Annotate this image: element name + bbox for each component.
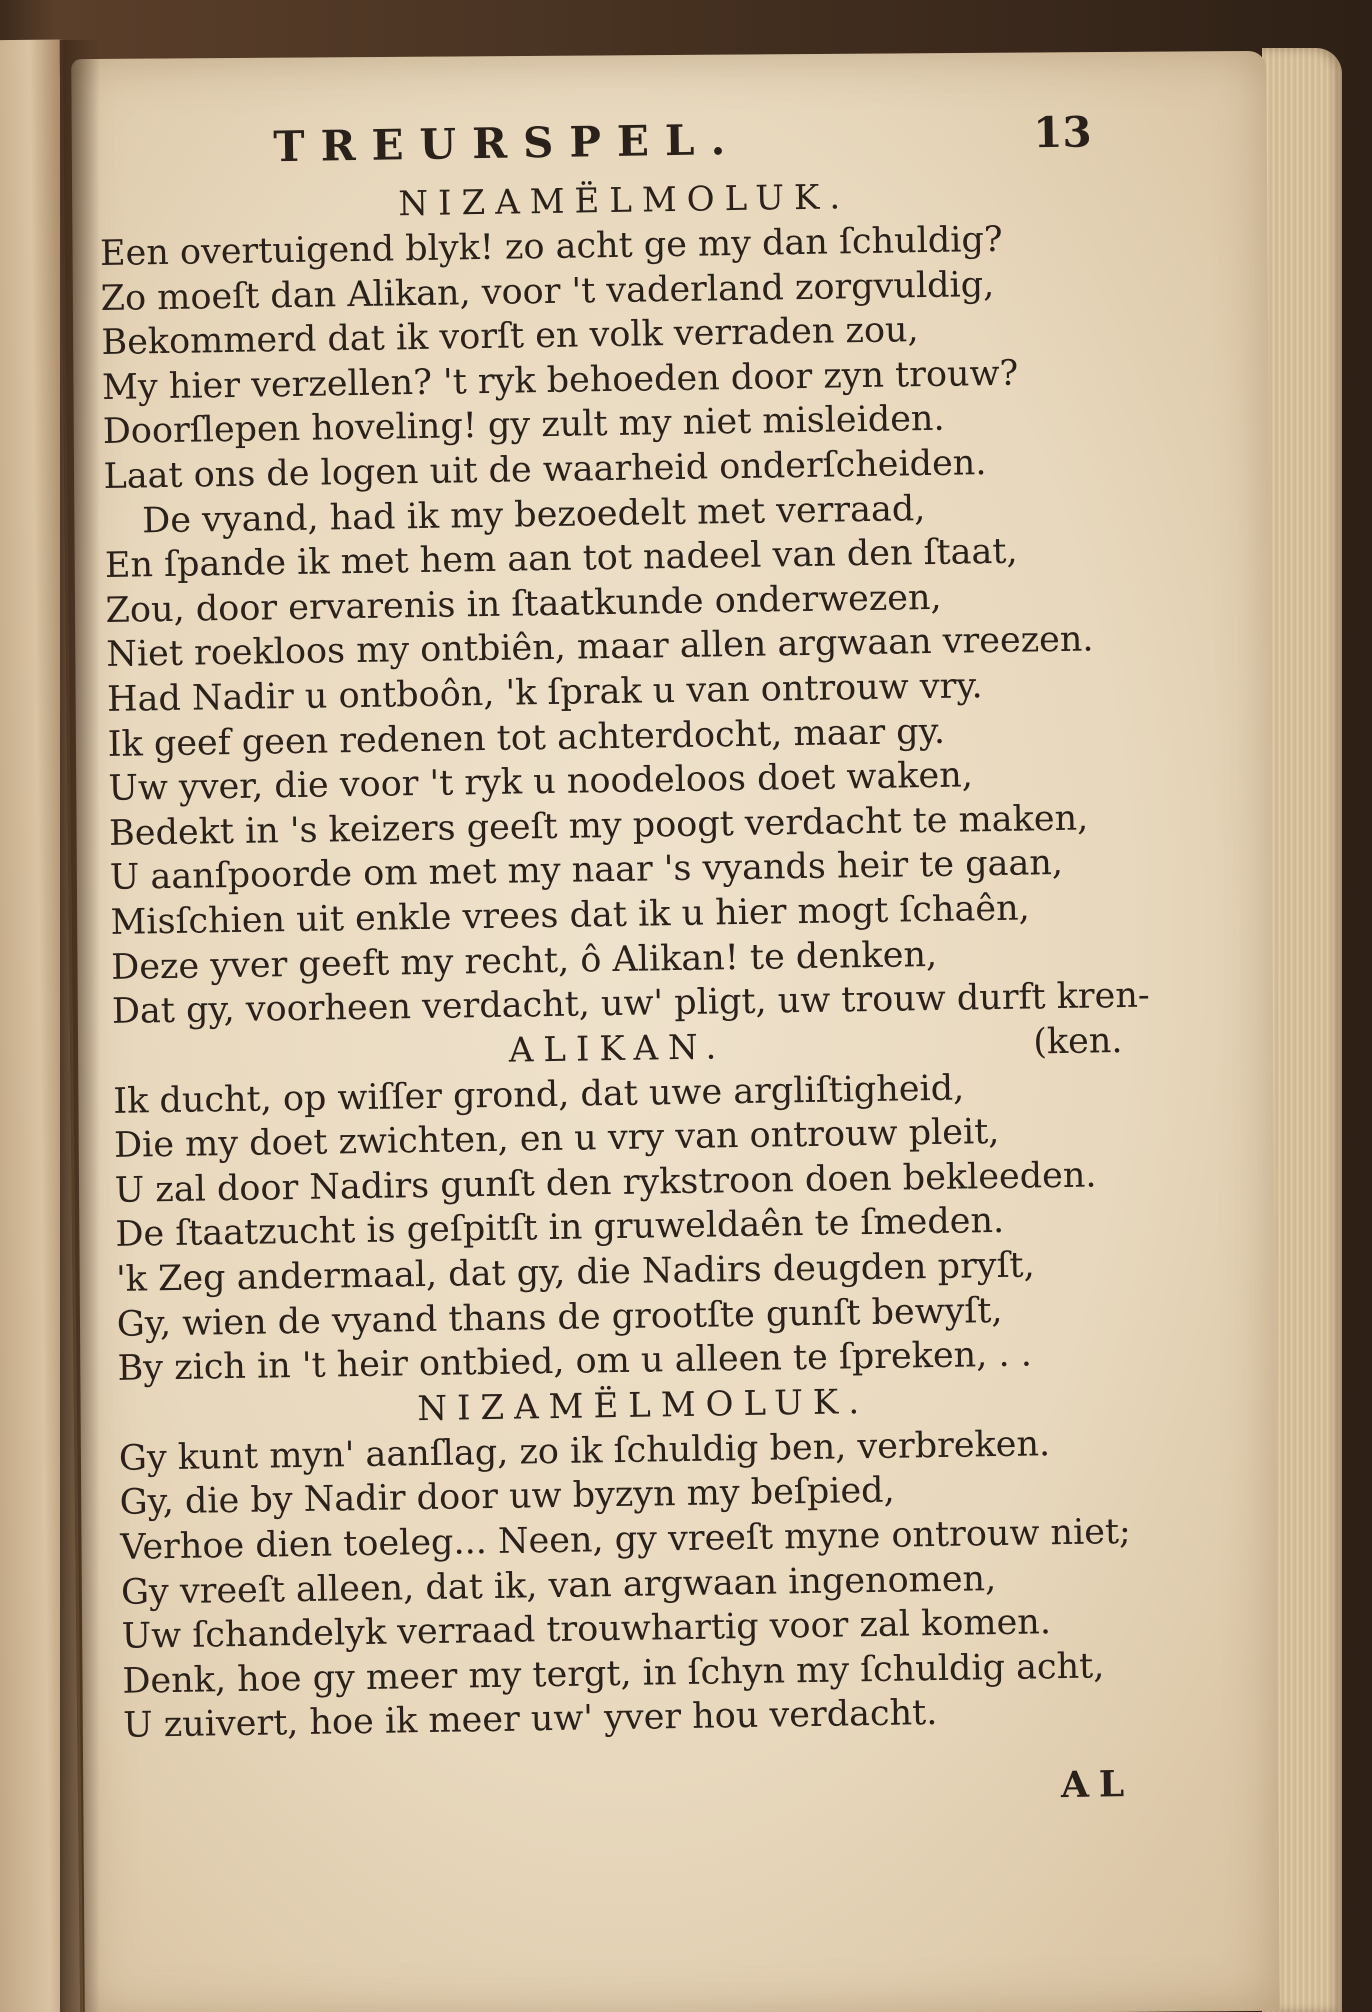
verse-line: En ſpande ik met hem aan tot nadeel van den ſtaat,: [104, 531, 1018, 587]
verse-line: Ik geef geen redenen tot achterdocht, maar gy.: [107, 711, 946, 765]
speaker-heading: NIZAMËLMOLUK.: [416, 1381, 870, 1429]
page-number: 13: [1032, 107, 1093, 158]
verse-line: Gy, wien de vyand thans de grootſte gunſt bewyſt,: [116, 1290, 1003, 1345]
catchword: AL: [1060, 1762, 1135, 1807]
verse-line: De vyand, had ik my bezoedelt met verraad,: [141, 488, 926, 541]
verse-line: Die my doet zwichten, en u vry van ontrouw pleit,: [113, 1112, 1000, 1167]
verse-line: Gy, die by Nadir door uw byzyn my beſpied,: [119, 1471, 895, 1524]
verse-line: Uw ſchandelyk verraad trouwhartig voor zal komen.: [121, 1602, 1052, 1658]
verse-line: Laat ons de logen uit de waarheid onderſcheiden.: [103, 443, 987, 497]
verse-line: De ſtaatzucht is geſpitſt in gruweldaên te ſmeden.: [115, 1201, 1005, 1256]
verse-line: Gy vreeſt alleen, dat ik, van argwaan ingenomen,: [120, 1558, 997, 1613]
carried-word-fragment: (ken.: [1032, 1020, 1123, 1063]
verse-line: Gy kunt myn' aanſlag, zo ik ſchuldig ben, verbreken.: [118, 1424, 1051, 1479]
book-gutter-shadow: [60, 40, 100, 2012]
verse-line: By zich in 't heir ontbied, om u alleen te ſpreken, . .: [117, 1334, 1033, 1390]
verse-line: Misſchien uit enkle vrees dat ik u hier mogt ſchaên,: [110, 888, 1030, 943]
verse-line: Uw yver, die voor 't ryk u noodeloos doet waken,: [108, 755, 974, 810]
verse-line: Zo moeſt dan Alikan, voor 't vaderland zorgvuldig,: [100, 264, 995, 319]
page-text: [98, 107, 1150, 1829]
verse-line: My hier verzellen? 't ryk behoeden door zyn trouw?: [101, 353, 1019, 408]
catchword-area: [124, 1733, 1135, 1829]
verse-line: U aanſpoorde om met my naar 's vyands heir te gaan,: [109, 843, 1064, 899]
verse-line: Verhoe dien toeleg... Neen, gy vreeſt myne ontrouw niet;: [120, 1511, 1132, 1568]
verse-line: Zou, door ervarenis in ſtaatkunde onderwezen,: [105, 577, 942, 631]
verse-line: Bedekt in 's keizers geeſt my poogt verdacht te maken,: [108, 798, 1089, 854]
verse-line: Deze yver geeft my recht, ô Alikan! te denken,: [110, 934, 938, 988]
verse-line: Doorſlepen hoveling! gy zult my niet misleiden.: [102, 399, 945, 453]
verse-line: U zal door Nadirs gunſt den rykstroon doen bekleeden.: [114, 1155, 1097, 1211]
verse-line: Niet roekloos my ontbiên, maar allen argwaan vreezen.: [106, 619, 1094, 676]
verse-line: Denk, hoe gy meer my tergt, in ſchyn my ſchuldig acht,: [122, 1646, 1105, 1702]
verse-line: 'k Zeg andermaal, dat gy, die Nadirs deugden pryſt,: [115, 1245, 1035, 1300]
verse-line: Dat gy, voorheen verdacht, uw' pligt, uw trouw durft kren-: [111, 975, 1150, 1032]
verse-line: Had Nadir u ontboôn, 'k ſprak u van ontrouw vry.: [106, 666, 983, 720]
verse-line: Een overtuigend blyk! zo acht ge my dan ſchuldig?: [99, 219, 1003, 274]
verse-line: Ik ducht, op wiſſer grond, dat uwe argliſtigheid,: [113, 1068, 965, 1122]
verse-line: Bekommerd dat ik vorſt en volk verraden zou,: [101, 310, 919, 364]
speaker-name: ALIKAN.: [508, 1026, 727, 1071]
running-title: TREURSPEL.: [272, 114, 742, 172]
speaker-heading: NIZAMËLMOLUK.: [398, 177, 851, 225]
verse-line: U zuivert, hoe ik meer uw' yver hou verdacht.: [122, 1693, 938, 1747]
